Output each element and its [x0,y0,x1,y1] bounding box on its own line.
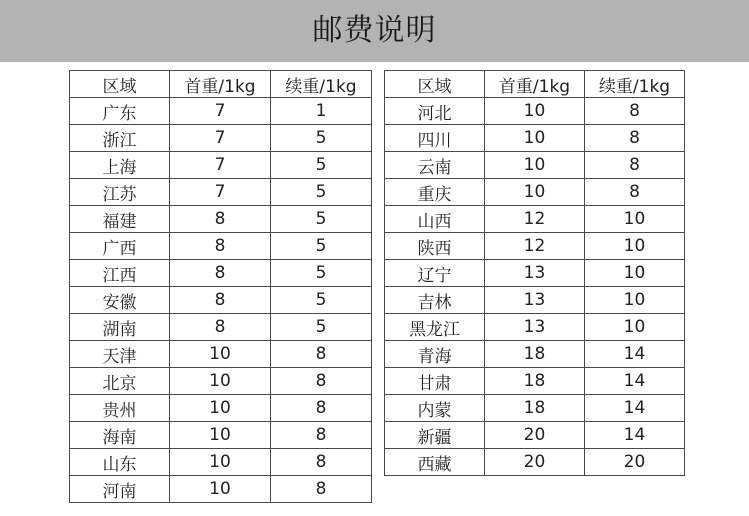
first-weight-cell: 18 [485,368,585,395]
first-weight-cell: 10 [170,476,271,503]
region-cell: 重庆 [385,179,485,206]
additional-weight-cell: 5 [271,179,372,206]
first-weight-cell: 10 [485,152,585,179]
table-row [385,233,685,260]
additional-weight-cell: 8 [271,395,372,422]
table-row [385,179,685,206]
additional-weight-cell: 8 [271,341,372,368]
region-cell: 天津 [70,341,170,368]
shipping-table-right [384,70,685,476]
region-cell: 吉林 [385,287,485,314]
additional-weight-cell: 8 [271,368,372,395]
region-cell: 浙江 [70,125,170,152]
additional-weight-cell: 1 [271,98,372,125]
region-cell: 福建 [70,206,170,233]
table-row [385,260,685,287]
region-cell: 西藏 [385,449,485,476]
additional-weight-cell: 14 [585,341,685,368]
additional-weight-cell: 10 [585,314,685,341]
additional-weight-cell: 10 [585,287,685,314]
first-weight-cell: 10 [170,422,271,449]
table-header-row [385,71,685,98]
region-cell: 湖南 [70,314,170,341]
additional-weight-cell: 5 [271,314,372,341]
table-row [70,287,372,314]
table-row [385,287,685,314]
table-row [385,152,685,179]
first-weight-cell: 18 [485,395,585,422]
region-cell: 新疆 [385,422,485,449]
additional-weight-cell: 14 [585,368,685,395]
first-weight-cell: 20 [485,449,585,476]
first-weight-cell: 10 [485,179,585,206]
additional-weight-cell: 14 [585,422,685,449]
region-cell: 陕西 [385,233,485,260]
table-row [70,422,372,449]
additional-weight-cell: 5 [271,206,372,233]
first-weight-cell: 8 [170,260,271,287]
table-row [70,233,372,260]
column-header-region: 区域 [70,71,170,98]
region-cell: 广东 [70,98,170,125]
additional-weight-cell: 8 [271,422,372,449]
first-weight-cell: 10 [485,125,585,152]
additional-weight-cell: 5 [271,125,372,152]
first-weight-cell: 7 [170,98,271,125]
region-cell: 辽宁 [385,260,485,287]
additional-weight-cell: 5 [271,233,372,260]
additional-weight-cell: 10 [585,233,685,260]
table-row [385,449,685,476]
region-cell: 海南 [70,422,170,449]
first-weight-cell: 7 [170,152,271,179]
additional-weight-cell: 8 [585,98,685,125]
region-cell: 北京 [70,368,170,395]
region-cell: 江西 [70,260,170,287]
first-weight-cell: 10 [485,98,585,125]
region-cell: 黑龙江 [385,314,485,341]
shipping-table-left [69,70,372,503]
table-row [70,314,372,341]
region-cell: 甘肃 [385,368,485,395]
first-weight-cell: 8 [170,233,271,260]
first-weight-cell: 8 [170,314,271,341]
table-row [70,125,372,152]
column-header-additional-weight: 续重/1kg [271,71,372,98]
first-weight-cell: 8 [170,206,271,233]
table-row [70,395,372,422]
first-weight-cell: 10 [170,368,271,395]
table-row [70,341,372,368]
page-header [0,0,749,62]
region-cell: 青海 [385,341,485,368]
table-row [70,179,372,206]
table-row [70,152,372,179]
additional-weight-cell: 5 [271,287,372,314]
region-cell: 山东 [70,449,170,476]
first-weight-cell: 8 [170,287,271,314]
additional-weight-cell: 14 [585,395,685,422]
additional-weight-cell: 8 [271,476,372,503]
region-cell: 云南 [385,152,485,179]
table-row [70,449,372,476]
table-row [70,368,372,395]
first-weight-cell: 10 [170,395,271,422]
column-header-region: 区域 [385,71,485,98]
additional-weight-cell: 10 [585,260,685,287]
region-cell: 江苏 [70,179,170,206]
table-row [385,368,685,395]
region-cell: 广西 [70,233,170,260]
first-weight-cell: 20 [485,422,585,449]
region-cell: 河北 [385,98,485,125]
additional-weight-cell: 5 [271,152,372,179]
region-cell: 贵州 [70,395,170,422]
table-row [70,476,372,503]
column-header-first-weight: 首重/1kg [485,71,585,98]
first-weight-cell: 13 [485,314,585,341]
additional-weight-cell: 8 [585,179,685,206]
first-weight-cell: 7 [170,179,271,206]
first-weight-cell: 12 [485,206,585,233]
region-cell: 山西 [385,206,485,233]
table-row [385,98,685,125]
additional-weight-cell: 10 [585,206,685,233]
column-header-additional-weight: 续重/1kg [585,71,685,98]
additional-weight-cell: 8 [585,125,685,152]
first-weight-cell: 7 [170,125,271,152]
table-row [70,206,372,233]
region-cell: 四川 [385,125,485,152]
first-weight-cell: 12 [485,233,585,260]
region-cell: 安徽 [70,287,170,314]
table-header-row [70,71,372,98]
additional-weight-cell: 5 [271,260,372,287]
region-cell: 河南 [70,476,170,503]
first-weight-cell: 10 [170,341,271,368]
first-weight-cell: 18 [485,341,585,368]
region-cell: 上海 [70,152,170,179]
region-cell: 内蒙 [385,395,485,422]
table-row [385,314,685,341]
table-row [385,125,685,152]
table-row [385,395,685,422]
table-row [385,206,685,233]
column-header-first-weight: 首重/1kg [170,71,271,98]
table-row [385,341,685,368]
first-weight-cell: 13 [485,287,585,314]
table-row [385,422,685,449]
first-weight-cell: 10 [170,449,271,476]
first-weight-cell: 13 [485,260,585,287]
page-title: 邮费说明 [312,13,437,48]
table-row [70,260,372,287]
additional-weight-cell: 8 [585,152,685,179]
additional-weight-cell: 20 [585,449,685,476]
table-row [70,98,372,125]
additional-weight-cell: 8 [271,449,372,476]
